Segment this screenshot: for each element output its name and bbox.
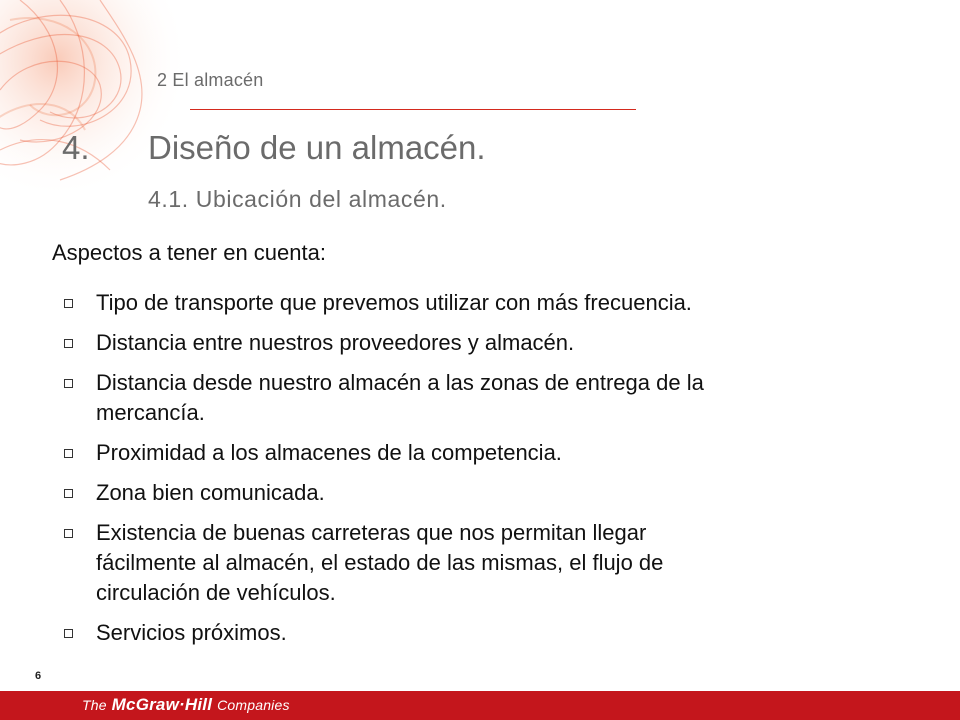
square-bullet-icon xyxy=(64,629,73,638)
list-item-text: mercancía. xyxy=(96,400,205,425)
square-bullet-icon xyxy=(64,299,73,308)
list-item-text: Distancia entre nuestros proveedores y almacén. xyxy=(96,330,575,355)
list-item xyxy=(64,438,864,468)
list-item xyxy=(64,518,864,608)
list-item-text: Existencia de buenas carreteras que nos permitan llegar xyxy=(96,520,647,545)
list-item-text: Proximidad a los almacenes de la competencia. xyxy=(96,440,562,465)
header-divider xyxy=(190,109,636,110)
list-item xyxy=(64,288,864,318)
footer-bar xyxy=(0,691,960,720)
chapter-label: 2 El almacén xyxy=(157,70,264,90)
page-number: 6 xyxy=(35,670,42,682)
square-bullet-icon xyxy=(64,379,73,388)
section-title: Diseño de un almacén. xyxy=(148,129,486,166)
aspects-list xyxy=(64,288,864,658)
list-item xyxy=(64,478,864,508)
list-item-text: Zona bien comunicada. xyxy=(96,480,325,505)
list-item-text: fácilmente al almacén, el estado de las mismas, el flujo de xyxy=(96,550,664,575)
logo-brand: McGraw·Hill xyxy=(111,695,213,714)
list-item xyxy=(64,618,864,648)
square-bullet-icon xyxy=(64,339,73,348)
intro-text: Aspectos a tener en cuenta: xyxy=(52,240,326,265)
section-number: 4. xyxy=(62,129,90,166)
square-bullet-icon xyxy=(64,449,73,458)
logo-the: The xyxy=(82,697,107,713)
subsection-title: 4.1. Ubicación del almacén. xyxy=(148,186,447,212)
swirl-decoration-icon xyxy=(0,0,190,200)
list-item xyxy=(64,368,864,428)
publisher-logo xyxy=(82,695,290,715)
square-bullet-icon xyxy=(64,529,73,538)
list-item-text: Servicios próximos. xyxy=(96,620,287,645)
list-item-text: circulación de vehículos. xyxy=(96,580,336,605)
square-bullet-icon xyxy=(64,489,73,498)
list-item xyxy=(64,328,864,358)
list-item-text: Distancia desde nuestro almacén a las zonas de entrega de la xyxy=(96,370,704,395)
logo-companies: Companies xyxy=(217,697,290,713)
list-item-text: Tipo de transporte que prevemos utilizar con más frecuencia. xyxy=(96,290,692,315)
